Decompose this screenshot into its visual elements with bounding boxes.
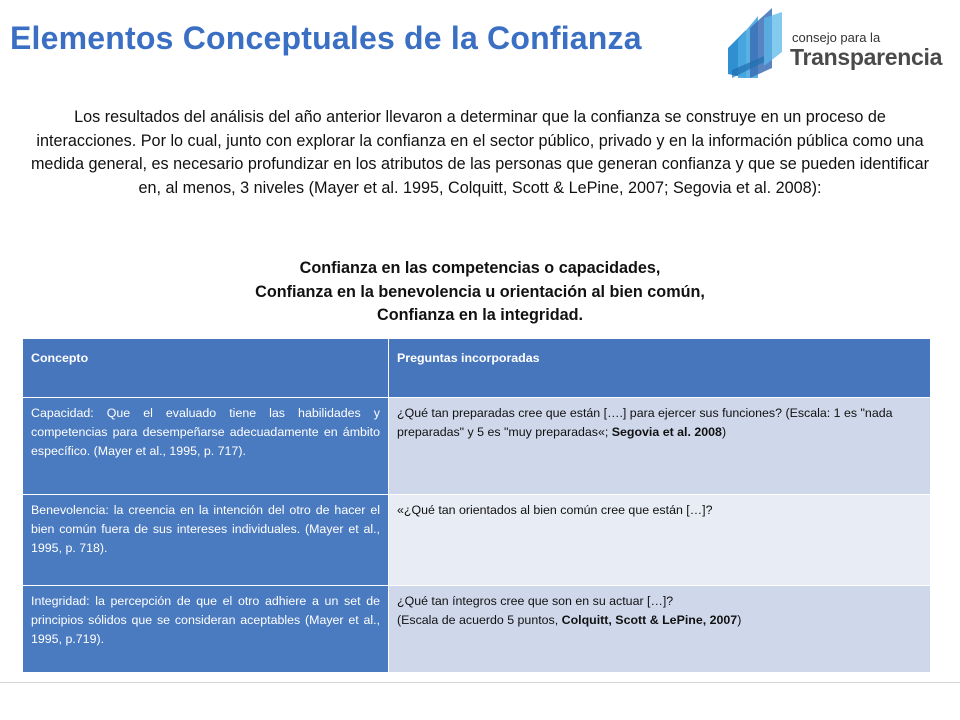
column-header-preguntas: Preguntas incorporadas xyxy=(389,339,931,398)
table-header-row xyxy=(23,339,931,398)
trust-level-item: Confianza en las competencias o capacidades, xyxy=(299,259,661,277)
table-row xyxy=(23,398,931,495)
question-text: «¿Qué tan orientados al bien común cree que están […]? xyxy=(397,503,713,517)
footer-divider xyxy=(0,682,960,683)
question-cell-integridad xyxy=(389,586,931,673)
question-suffix: ) xyxy=(721,425,727,439)
concept-cell-capacidad: Capacidad: Que el evaluado tiene las habilidades y competencias para desempeñarse adecuadamente en ámbito específico. (Mayer et al., 1995, p. 717). xyxy=(23,398,389,495)
logo-mark-icon xyxy=(724,8,794,80)
concepts-table xyxy=(22,338,931,673)
question-text: ¿Qué tan preparadas cree que están [….] para ejercer sus funciones? (Escala: 1 es "nada preparadas" y 5 es "muy preparadas«; xyxy=(397,406,893,439)
table-row xyxy=(23,586,931,673)
table-row xyxy=(23,495,931,586)
concept-cell-benevolencia: Benevolencia: la creencia en la intención del otro de hacer el bien común fuera de sus intereses individuales. (Mayer et al., 1995, p. 718). xyxy=(23,495,389,586)
question-cell-capacidad xyxy=(389,398,931,495)
trust-level-item: Confianza en la integridad. xyxy=(377,306,583,324)
citation: Colquitt, Scott & LePine, 2007 xyxy=(561,613,738,627)
page-title: Elementos Conceptuales de la Confianza xyxy=(10,20,642,56)
consejo-transparencia-logo xyxy=(724,8,943,80)
question-text: ¿Qué tan íntegros cree que son en su actuar […]? xyxy=(397,594,674,608)
logo-line1: consejo para la xyxy=(792,30,881,45)
trust-levels-list xyxy=(28,257,932,328)
intro-paragraph: Los resultados del análisis del año anterior llevaron a determinar que la confianza se construye en un proceso de interacciones. Por lo cual, junto con explorar la confianza en el sector público, privado y en la información pública como una medida general, es necesario profundizar en los atributos de las personas que generan confianza y que se pueden identificar en, al menos, 3 niveles (Mayer et al. 1995, Colquitt, Scott & LePine, 2007; Segovia et al. 2008): xyxy=(30,108,930,197)
logo-line2: Transparencia xyxy=(790,44,943,70)
trust-level-item: Confianza en la benevolencia u orientación al bien común, xyxy=(255,282,705,301)
column-header-concepto: Concepto xyxy=(23,339,389,398)
question-text-line2: (Escala de acuerdo 5 puntos, xyxy=(397,613,562,627)
question-suffix: ) xyxy=(737,613,742,627)
concept-cell-integridad: Integridad: la percepción de que el otro adhiere a un set de principios sólidos que se consideran aceptables (Mayer et al., 1995, p.719). xyxy=(23,586,389,673)
question-cell-benevolencia xyxy=(389,495,931,586)
citation: Segovia et al. 2008 xyxy=(611,425,722,439)
